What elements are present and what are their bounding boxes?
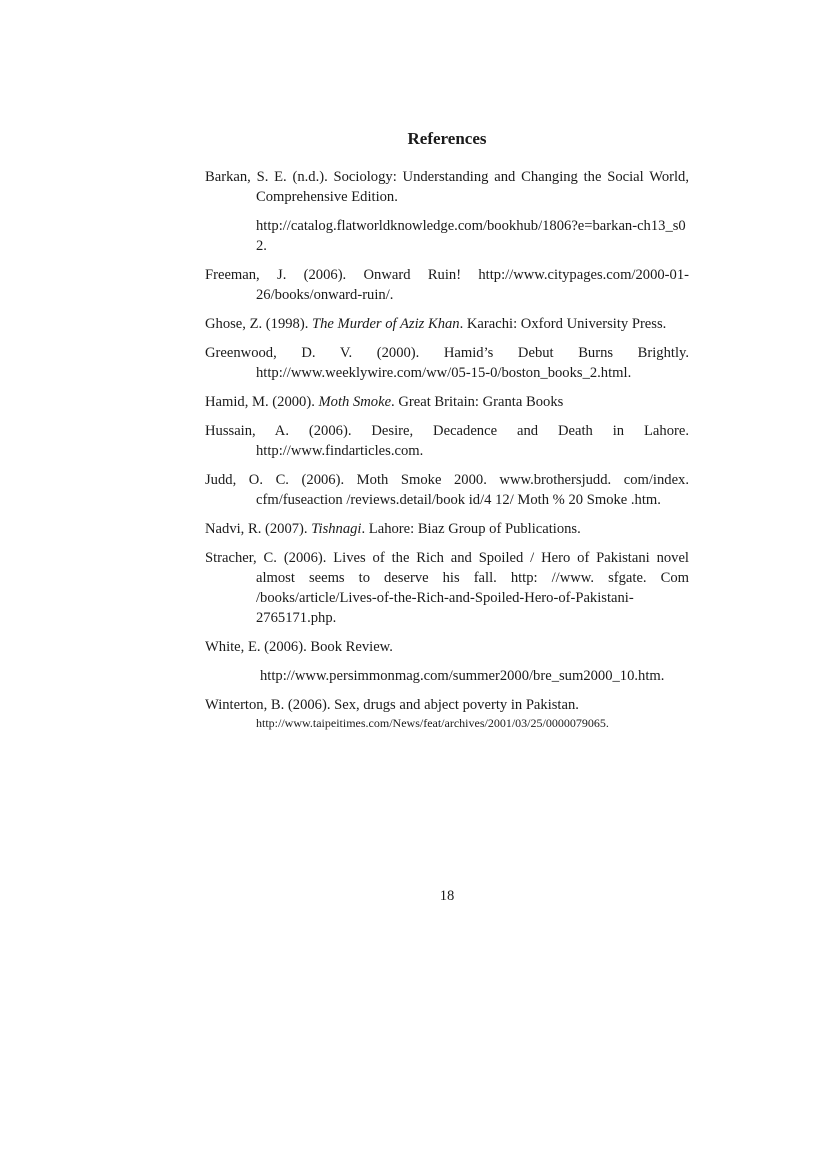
page-number: 18	[439, 888, 455, 904]
reference-publisher: . Great Britain: Granta Books	[391, 394, 564, 410]
reference-entry: Stracher, C. (2006). Lives of the Rich and Spoiled / Hero of Pakistani novel almost seems to deserve his fall. http: //www. sfgate. Com /books/article/Lives-of-the-Rich-and-Spoiled-Hero-of-Pakistani-2765171.php.	[205, 550, 689, 626]
reference-publisher: . Karachi: Oxford University Press.	[459, 316, 667, 332]
reference-publisher: . Lahore: Biaz Group of Publications.	[361, 521, 581, 537]
reference-list	[205, 167, 689, 741]
reference-entry: White, E. (2006). Book Review.	[205, 639, 393, 655]
reference-entry: Freeman, J. (2006). Onward Ruin! http://www.citypages.com/2000-01-26/books/onward-ruin/.	[205, 267, 689, 303]
reference-author: Nadvi, R. (2007).	[205, 521, 312, 537]
reference-title: The Murder of Aziz Khan	[312, 316, 460, 332]
reference-author: Ghose, Z. (1998).	[205, 316, 313, 332]
reference-entry	[205, 314, 689, 334]
reference-url: http://www.taipeitimes.com/News/feat/archives/2001/03/25/0000079065.	[256, 716, 609, 730]
reference-author: Hamid, M. (2000).	[205, 394, 319, 410]
reference-title: Tishnagi	[311, 521, 362, 537]
reference-entry	[205, 519, 689, 539]
reference-entry: Greenwood, D. V. (2000). Hamid’s Debut Burns Brightly. http://www.weeklywire.com/ww/05-15-0/boston_books_2.html.	[205, 345, 689, 381]
reference-entry: Barkan, S. E. (n.d.). Sociology: Understanding and Changing the Social World, Comprehensive Edition.	[205, 169, 689, 205]
page-title: References	[407, 129, 487, 148]
reference-entry: Judd, O. C. (2006). Moth Smoke 2000. www.brothersjudd. com/index. cfm/fuseaction /reviews.detail/book id/4 12/ Moth % 20 Smoke .htm.	[205, 472, 689, 508]
reference-title: Moth Smoke	[318, 394, 392, 410]
reference-url: http://www.persimmonmag.com/summer2000/bre_sum2000_10.htm.	[260, 668, 665, 684]
reference-url: http://catalog.flatworldknowledge.com/bookhub/1806?e=barkan-ch13_s02.	[256, 218, 686, 254]
reference-entry: Winterton, B. (2006). Sex, drugs and abject poverty in Pakistan.	[205, 697, 579, 713]
reference-entry	[205, 392, 689, 412]
reference-entry: Hussain, A. (2006). Desire, Decadence and Death in Lahore. http://www.findarticles.com.	[205, 423, 689, 459]
